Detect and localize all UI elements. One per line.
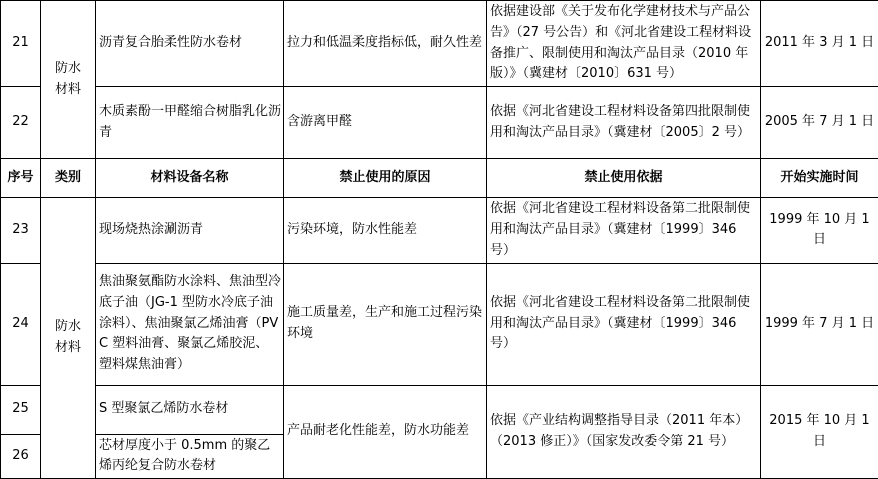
row-22-name: 木质素酚一甲醛缩合树脂乳化沥青 [96,87,284,159]
table-row-23 [1,198,878,263]
row-21-basis: 依据建设部《关于发布化学建材技术与产品公告》（27 号公告）和《河北省建设工程材料设备推广、限制使用和淘汰产品目录（2010 年版）》（冀建材〔2010〕631 号） [487,1,761,87]
row-21-no: 21 [1,1,41,87]
table-row-21 [1,1,878,87]
row-23-basis: 依据《河北省建设工程材料设备第二批限制使用和淘汰产品目录》（冀建材〔1999〕346 号） [487,198,761,263]
row-26-no: 26 [1,434,41,479]
rows-25-26-basis: 依据《产业结构调整指导目录（2011 年本）（2013 修正）》（国家发改委令第 21 号） [487,385,761,479]
row-22-basis: 依据《河北省建设工程材料设备第四批限制使用和淘汰产品目录》（冀建材〔2005〕2 号） [487,87,761,159]
table-row-22 [1,87,878,159]
row-26-name: 芯材厚度小于 0.5mm 的聚乙烯丙纶复合防水卷材 [96,434,284,479]
rows-25-26-reason: 产品耐老化性能差，防水功能差 [284,385,487,479]
row-23-reason: 污染环境，防水性能差 [284,198,487,263]
row-21-name: 沥青复合胎柔性防水卷材 [96,1,284,87]
row-22-reason: 含游离甲醛 [284,87,487,159]
header-cell-start-date: 开始实施时间 [761,159,878,198]
row-24-reason: 施工质量差，生产和施工过程污染环境 [284,263,487,385]
category-cell-bottom: 防水材料 [41,198,96,479]
row-23-date: 1999 年 10 月 1 日 [761,198,878,263]
category-cell-top: 防水材料 [41,1,96,159]
row-25-name: S 型聚氯乙烯防水卷材 [96,385,284,434]
row-24-no: 24 [1,263,41,385]
row-24-date: 1999 年 7 月 1 日 [761,263,878,385]
row-25-no: 25 [1,385,41,434]
row-21-date: 2011 年 3 月 1 日 [761,1,878,87]
row-23-name: 现场烧热涂涮沥青 [96,198,284,263]
rows-25-26-date: 2015 年 10 月 1 日 [761,385,878,479]
header-cell-basis: 禁止使用依据 [487,159,761,198]
header-cell-material-name: 材料设备名称 [96,159,284,198]
row-22-date: 2005 年 7 月 1 日 [761,87,878,159]
header-cell-category: 类别 [41,159,96,198]
header-cell-reason: 禁止使用的原因 [284,159,487,198]
row-21-reason: 拉力和低温柔度指标低，耐久性差 [284,1,487,87]
row-23-no: 23 [1,198,41,263]
header-cell-no: 序号 [1,159,41,198]
row-22-no: 22 [1,87,41,159]
row-24-basis: 依据《河北省建设工程材料设备第二批限制使用和淘汰产品目录》（冀建材〔1999〕346 号） [487,263,761,385]
table-header-row [1,159,878,198]
table-row-24 [1,263,878,385]
table-row-25 [1,385,878,434]
row-24-name: 焦油聚氨酯防水涂料、焦油型冷底子油（JG-1 型防水冷底子油涂料）、焦油聚氯乙烯油膏（PVC 塑料油膏、聚氯乙烯胶泥、塑料煤焦油膏） [96,263,284,385]
